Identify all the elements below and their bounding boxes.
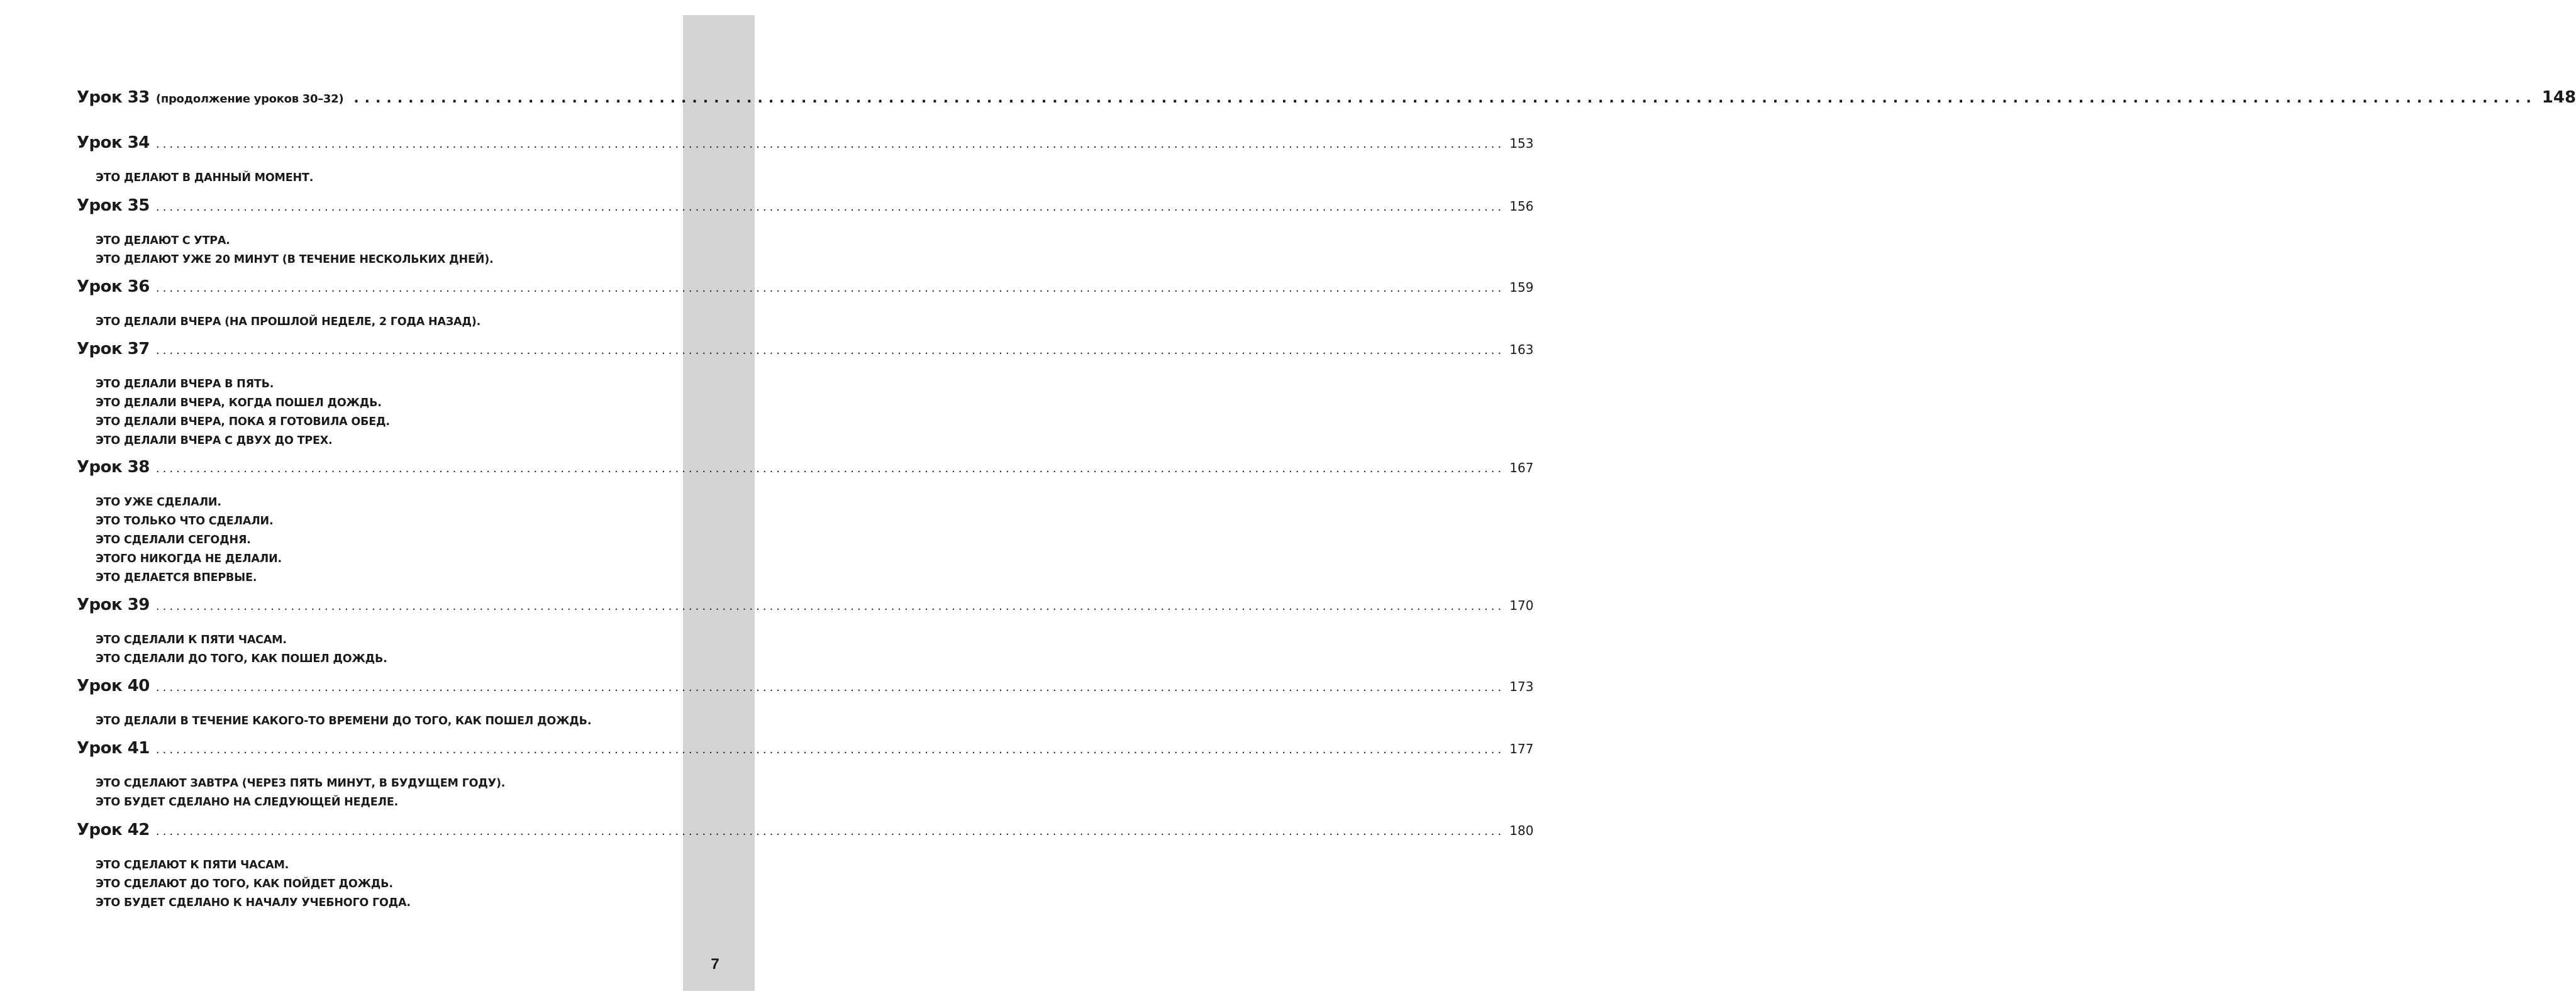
toc-entry-heading[interactable] <box>77 277 1534 296</box>
toc-entry-heading[interactable] <box>77 595 1534 614</box>
lesson-topics <box>96 375 658 450</box>
dot-leader: ........................................................................................................................................................................................................ <box>155 344 1505 357</box>
page-ref: 167 <box>1509 460 1534 475</box>
toc-entry <box>77 340 1534 450</box>
lesson-topic: ЭТО ДЕЛАЛИ В ТЕЧЕНИЕ КАКОГО-ТО ВРЕМЕНИ ДО ТОГО, КАК ПОШЕЛ ДОЖДЬ. <box>96 715 592 727</box>
lesson-topic: ЭТО СДЕЛАЛИ СЕГОДНЯ. <box>96 534 251 546</box>
dot-leader: ........................................................................................................................................................................................................ <box>155 138 1505 151</box>
lesson-topic: ЭТО ДЕЛАЛИ ВЧЕРА, КОГДА ПОШЕЛ ДОЖДЬ. <box>96 397 382 409</box>
lesson-topic: ЭТО ДЕЛАЮТ С УТРА. <box>96 235 230 247</box>
lesson-title: Урок 41 <box>77 739 150 758</box>
lesson-topic: ЭТО ДЕЛАЛИ ВЧЕРА (НА ПРОШЛОЙ НЕДЕЛЕ, 2 ГОДА НАЗАД). <box>96 316 481 328</box>
lesson-title: Урок 33 <box>77 88 150 107</box>
dot-leader: ........................................................................................................................................................................................................ <box>155 743 1505 756</box>
toc-entry-heading[interactable] <box>77 133 1534 152</box>
toc-entry <box>77 88 2576 107</box>
lesson-topic: ЭТО ДЕЛАЮТ В ДАННЫЙ МОМЕНТ. <box>96 172 314 184</box>
lesson-topic: ЭТОГО НИКОГДА НЕ ДЕЛАЛИ. <box>96 553 282 565</box>
page-ref: 148 <box>2541 88 2576 107</box>
lesson-title: Урок 39 <box>77 595 150 614</box>
lesson-topic: ЭТО ДЕЛАЛИ ВЧЕРА В ПЯТЬ. <box>96 378 274 390</box>
toc-entry-heading[interactable] <box>77 88 2576 107</box>
lesson-title: Урок 40 <box>77 677 150 695</box>
toc-entry-heading[interactable] <box>77 458 1534 477</box>
lesson-topic: ЭТО СДЕЛАЛИ К ПЯТИ ЧАСАМ. <box>96 634 287 646</box>
lesson-topic: ЭТО СДЕЛАЮТ ЗАВТРА (ЧЕРЕЗ ПЯТЬ МИНУТ, В БУДУЩЕМ ГОДУ). <box>96 777 506 790</box>
toc-entry-heading[interactable] <box>77 196 1534 215</box>
lesson-topic: ЭТО ДЕЛАЛИ ВЧЕРА С ДВУХ ДО ТРЕХ. <box>96 434 333 447</box>
toc-entry-heading[interactable] <box>77 340 1534 358</box>
lesson-topics <box>96 631 658 668</box>
toc-entry <box>77 458 1534 587</box>
lesson-topics <box>96 712 658 731</box>
toc-entry <box>77 133 1534 187</box>
toc-entry <box>77 196 1534 269</box>
page-number: 7 <box>711 956 719 973</box>
lesson-note: (продолжение уроков 30–32) <box>155 92 344 106</box>
lesson-topic: ЭТО УЖЕ СДЕЛАЛИ. <box>96 496 221 509</box>
lesson-topics <box>96 312 658 331</box>
lesson-title: Урок 38 <box>77 458 150 477</box>
page-ref: 153 <box>1509 136 1534 151</box>
page-ref: 159 <box>1509 280 1534 295</box>
page-ref: 180 <box>1509 823 1534 838</box>
dot-leader: ........................................................................................................................................................................................................ <box>353 91 2537 106</box>
lesson-title: Урок 42 <box>77 821 150 839</box>
dot-leader: ........................................................................................................................................................................................................ <box>155 462 1505 475</box>
toc-entry <box>77 821 1534 912</box>
lesson-topic: ЭТО БУДЕТ СДЕЛАНО К НАЧАЛУ УЧЕБНОГО ГОДА. <box>96 897 411 909</box>
lesson-topic: ЭТО ДЕЛАЛИ ВЧЕРА, ПОКА Я ГОТОВИЛА ОБЕД. <box>96 416 390 428</box>
lesson-topics <box>96 774 658 812</box>
toc-entry <box>77 677 1534 731</box>
page-ref: 170 <box>1509 598 1534 613</box>
side-tab <box>683 15 755 991</box>
lesson-topic: ЭТО СДЕЛАЛИ ДО ТОГО, КАК ПОШЕЛ ДОЖДЬ. <box>96 653 387 665</box>
toc-entry <box>77 595 1534 668</box>
lesson-title: Урок 37 <box>77 340 150 358</box>
toc-entry-heading[interactable] <box>77 739 1534 758</box>
page-ref: 156 <box>1509 199 1534 214</box>
lesson-topic: ЭТО СДЕЛАЮТ К ПЯТИ ЧАСАМ. <box>96 859 289 871</box>
lesson-topic: ЭТО БУДЕТ СДЕЛАНО НА СЛЕДУЮЩЕЙ НЕДЕЛЕ. <box>96 796 399 809</box>
lesson-topic: ЭТО ТОЛЬКО ЧТО СДЕЛАЛИ. <box>96 515 274 528</box>
dot-leader: ........................................................................................................................................................................................................ <box>155 681 1505 694</box>
toc-entry-heading[interactable] <box>77 821 1534 839</box>
toc-entry-heading[interactable] <box>77 677 1534 695</box>
page-ref: 177 <box>1509 741 1534 756</box>
toc-entry <box>77 277 1534 331</box>
dot-leader: ........................................................................................................................................................................................................ <box>155 201 1505 214</box>
lesson-topics <box>96 231 658 269</box>
lesson-title: Урок 34 <box>77 133 150 152</box>
dot-leader: ........................................................................................................................................................................................................ <box>155 600 1505 613</box>
lesson-topics <box>96 169 658 187</box>
lesson-topic: ЭТО СДЕЛАЮТ ДО ТОГО, КАК ПОЙДЕТ ДОЖДЬ. <box>96 878 393 890</box>
dot-leader: ........................................................................................................................................................................................................ <box>155 282 1505 295</box>
lesson-topic: ЭТО ДЕЛАЕТСЯ ВПЕРВЫЕ. <box>96 572 257 584</box>
dot-leader: ........................................................................................................................................................................................................ <box>155 825 1505 838</box>
lesson-topics <box>96 856 658 912</box>
page-ref: 173 <box>1509 679 1534 694</box>
lesson-topic: ЭТО ДЕЛАЮТ УЖЕ 20 МИНУТ (В ТЕЧЕНИЕ НЕСКОЛЬКИХ ДНЕЙ). <box>96 253 494 266</box>
toc-entry <box>77 739 1534 812</box>
lesson-title: Урок 36 <box>77 277 150 296</box>
lesson-title: Урок 35 <box>77 196 150 215</box>
lesson-topics <box>96 493 658 587</box>
page-ref: 163 <box>1509 342 1534 357</box>
